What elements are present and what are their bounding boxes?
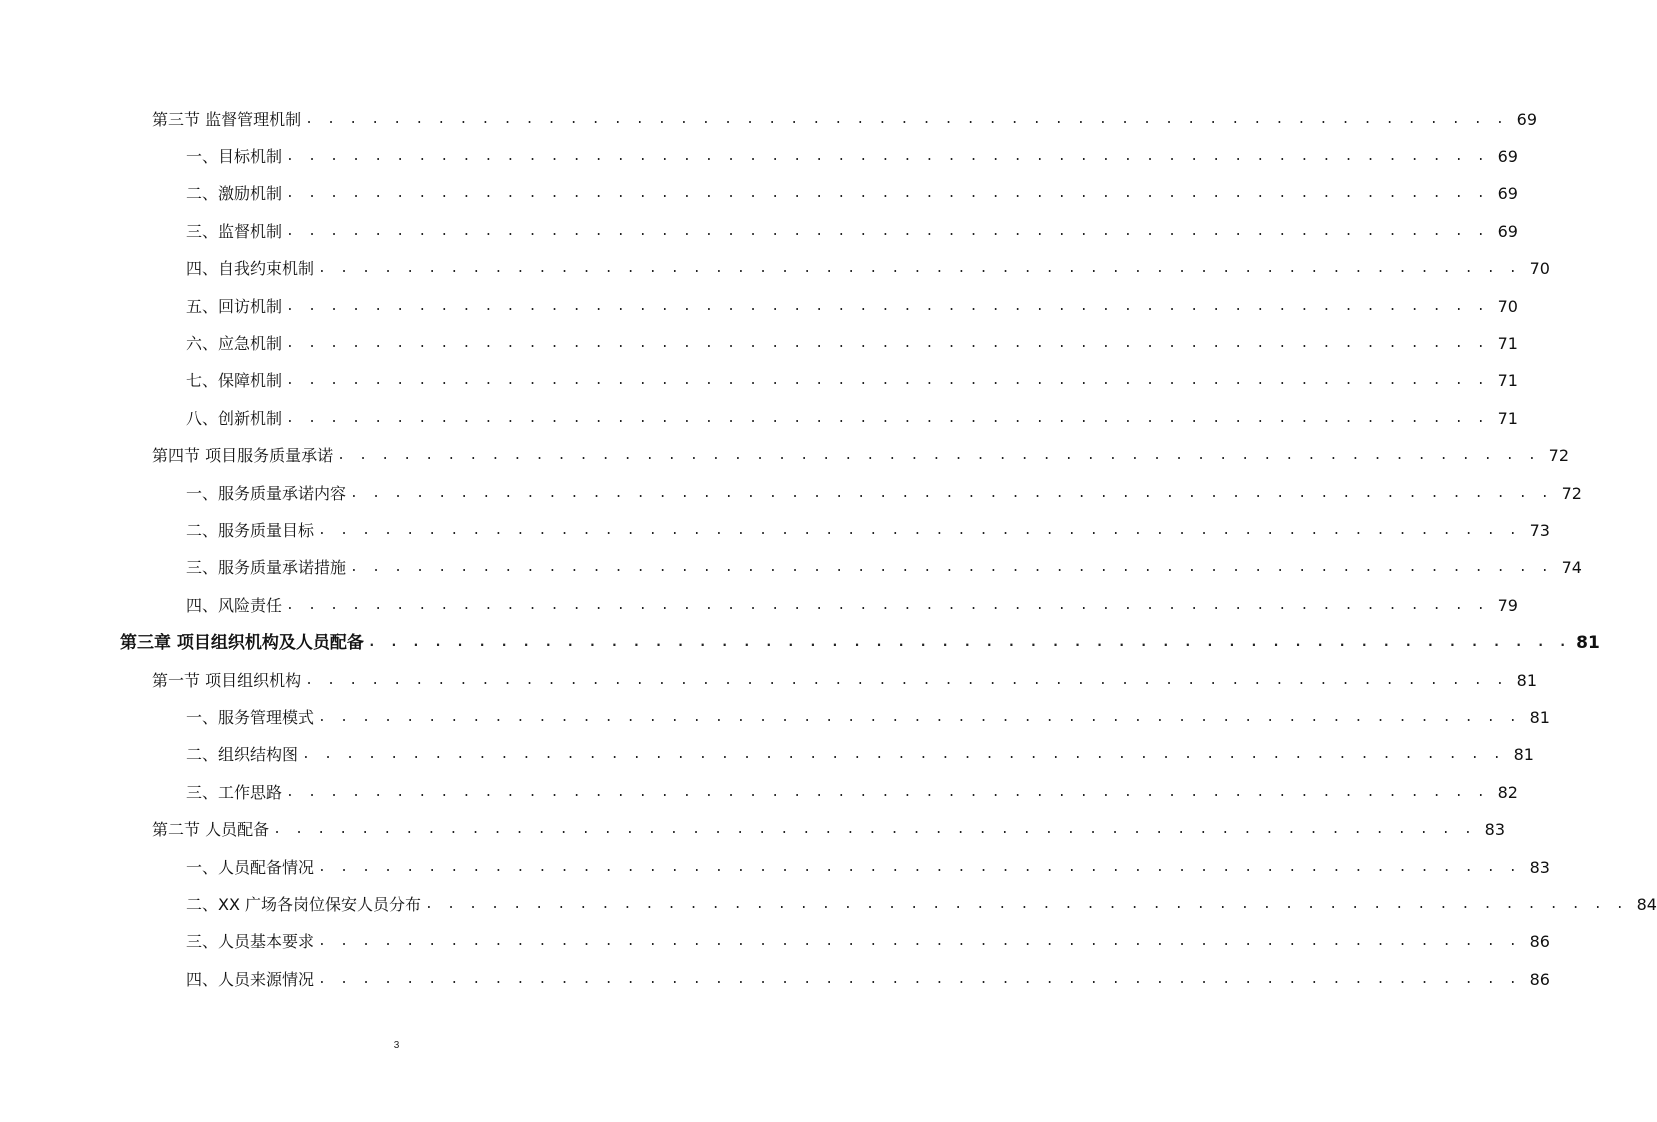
toc-entry-title: 八、创新机制 (186, 408, 283, 428)
toc-entry-title: 二、组织结构图 (186, 745, 299, 765)
toc-dot-leader: . . . . . . . . . . . . . . . . . . . . . . . . . . . . . . . . . . . . . . . . . . . . . . . . . . . . . . . (286, 784, 1488, 800)
toc-entry-title: 第三章 项目组织机构及人员配备 (120, 633, 364, 654)
toc-entry-page-number: 70 (1497, 296, 1518, 316)
toc-entry-title: 第一节 项目组织机构 (152, 670, 302, 690)
toc-dot-leader: . . . . . . . . . . . . . . . . . . . . . . . . . . . . . . . . . . . . . . . . . . . . . . . . . . . . . . . (286, 223, 1488, 239)
toc-dot-leader: . . . . . . . . . . . . . . . . . . . . . . . . . . . . . . . . . . . . . . . . . . . . . . . . . . . . . . . (350, 485, 1552, 501)
toc-entry-page-number: 72 (1548, 446, 1569, 466)
toc-subsection-entry[interactable] (0, 251, 1550, 288)
toc-entry-page-number: 81 (1516, 670, 1537, 690)
toc-entry-page-number: 72 (1561, 483, 1582, 503)
toc-dot-leader: . . . . . . . . . . . . . . . . . . . . . . . . . . . . . . . . . . . . . . . . . . . . . . . . . . . . . . . (425, 896, 1627, 912)
toc-subsection-entry[interactable] (0, 737, 1534, 774)
toc-entry-title: 第二节 人员配备 (152, 820, 270, 840)
toc-subsection-entry[interactable] (0, 288, 1518, 325)
toc-entry-page-number: 81 (1529, 707, 1550, 727)
toc-entry-page-number: 73 (1529, 520, 1550, 540)
toc-subsection-entry[interactable] (0, 213, 1518, 250)
toc-entry-title: 第四节 项目服务质量承诺 (152, 446, 334, 466)
toc-subsection-entry[interactable] (0, 138, 1518, 175)
toc-entry-title: 一、目标机制 (186, 147, 283, 167)
toc-entry-page-number: 86 (1529, 969, 1550, 989)
toc-subsection-entry[interactable] (0, 849, 1550, 886)
toc-entry-page-number: 71 (1497, 334, 1518, 354)
toc-entry-title: 二、服务质量目标 (186, 520, 315, 540)
toc-entry-page-number: 84 (1636, 894, 1657, 914)
toc-dot-leader: . . . . . . . . . . . . . . . . . . . . . . . . . . . . . . . . . . . . . . . . . . . . . . . . . . . . . . . (318, 934, 1520, 950)
toc-entry-title: 三、工作思路 (186, 782, 283, 802)
toc-chapter-entry[interactable] (0, 624, 1600, 661)
table-of-contents (0, 101, 1657, 998)
toc-subsection-entry[interactable] (0, 400, 1518, 437)
toc-entry-page-number: 83 (1529, 857, 1550, 877)
toc-entry-title: 二、XX 广场各岗位保安人员分布 (186, 894, 422, 914)
toc-dot-leader: . . . . . . . . . . . . . . . . . . . . . . . . . . . . . . . . . . . . . . . . . . . . . . . . . . . . . . . (318, 522, 1520, 538)
toc-entry-page-number: 70 (1529, 259, 1550, 279)
toc-dot-leader: . . . . . . . . . . . . . . . . . . . . . . . . . . . . . . . . . . . . . . . . . . . . . . . . . . . . . . . (273, 822, 1475, 838)
toc-dot-leader: . . . . . . . . . . . . . . . . . . . . . . . . . . . . . . . . . . . . . . . . . . . . . . . . . . . . . . . (286, 597, 1488, 613)
toc-entry-page-number: 74 (1561, 558, 1582, 578)
toc-subsection-entry[interactable] (0, 550, 1582, 587)
toc-subsection-entry[interactable] (0, 924, 1550, 961)
toc-entry-page-number: 69 (1497, 147, 1518, 167)
toc-entry-title: 三、人员基本要求 (186, 932, 315, 952)
toc-entry-title: 三、服务质量承诺措施 (186, 558, 347, 578)
toc-entry-title: 一、服务质量承诺内容 (186, 483, 347, 503)
toc-subsection-entry[interactable] (0, 587, 1518, 624)
toc-entry-title: 四、风险责任 (186, 595, 283, 615)
toc-entry-page-number: 71 (1497, 371, 1518, 391)
toc-dot-leader: . . . . . . . . . . . . . . . . . . . . . . . . . . . . . . . . . . . . . . . . . . . . . . . . . . . . . . . (367, 635, 1570, 651)
toc-subsection-entry[interactable] (0, 363, 1518, 400)
toc-entry-title: 七、保障机制 (186, 371, 283, 391)
toc-dot-leader: . . . . . . . . . . . . . . . . . . . . . . . . . . . . . . . . . . . . . . . . . . . . . . . . . . . . . . . (286, 149, 1488, 165)
toc-entry-title: 第三节 监督管理机制 (152, 109, 302, 129)
toc-subsection-entry[interactable] (0, 961, 1550, 998)
toc-entry-title: 二、激励机制 (186, 184, 283, 204)
toc-subsection-entry[interactable] (0, 475, 1582, 512)
toc-dot-leader: . . . . . . . . . . . . . . . . . . . . . . . . . . . . . . . . . . . . . . . . . . . . . . . . . . . . . . . (337, 448, 1539, 464)
toc-entry-title: 四、人员来源情况 (186, 969, 315, 989)
toc-entry-page-number: 69 (1497, 184, 1518, 204)
toc-entry-page-number: 83 (1484, 820, 1505, 840)
toc-dot-leader: . . . . . . . . . . . . . . . . . . . . . . . . . . . . . . . . . . . . . . . . . . . . . . . . . . . . . . . (318, 971, 1520, 987)
toc-dot-leader: . . . . . . . . . . . . . . . . . . . . . . . . . . . . . . . . . . . . . . . . . . . . . . . . . . . . . . . (305, 111, 1507, 127)
toc-dot-leader: . . . . . . . . . . . . . . . . . . . . . . . . . . . . . . . . . . . . . . . . . . . . . . . . . . . . . . . (286, 373, 1488, 389)
toc-entry-page-number: 81 (1576, 633, 1600, 654)
toc-subsection-entry[interactable] (0, 774, 1518, 811)
toc-entry-page-number: 81 (1513, 745, 1534, 765)
toc-entry-page-number: 79 (1497, 595, 1518, 615)
toc-entry-title: 一、人员配备情况 (186, 857, 315, 877)
toc-dot-leader: . . . . . . . . . . . . . . . . . . . . . . . . . . . . . . . . . . . . . . . . . . . . . . . . . . . . . . . (305, 672, 1507, 688)
toc-entry-title: 五、回访机制 (186, 296, 283, 316)
toc-entry-page-number: 82 (1497, 782, 1518, 802)
toc-dot-leader: . . . . . . . . . . . . . . . . . . . . . . . . . . . . . . . . . . . . . . . . . . . . . . . . . . . . . . . (350, 560, 1552, 576)
toc-dot-leader: . . . . . . . . . . . . . . . . . . . . . . . . . . . . . . . . . . . . . . . . . . . . . . . . . . . . . . . (318, 709, 1520, 725)
toc-section-entry[interactable] (0, 101, 1537, 138)
toc-subsection-entry[interactable] (0, 512, 1550, 549)
toc-dot-leader: . . . . . . . . . . . . . . . . . . . . . . . . . . . . . . . . . . . . . . . . . . . . . . . . . . . . . . . (286, 298, 1488, 314)
toc-dot-leader: . . . . . . . . . . . . . . . . . . . . . . . . . . . . . . . . . . . . . . . . . . . . . . . . . . . . . . . (286, 336, 1488, 352)
toc-dot-leader: . . . . . . . . . . . . . . . . . . . . . . . . . . . . . . . . . . . . . . . . . . . . . . . . . . . . . . . (286, 410, 1488, 426)
toc-subsection-entry[interactable] (0, 699, 1550, 736)
toc-entry-page-number: 86 (1529, 932, 1550, 952)
toc-entry-title: 四、自我约束机制 (186, 259, 315, 279)
toc-dot-leader: . . . . . . . . . . . . . . . . . . . . . . . . . . . . . . . . . . . . . . . . . . . . . . . . . . . . . . . (302, 747, 1504, 763)
toc-dot-leader: . . . . . . . . . . . . . . . . . . . . . . . . . . . . . . . . . . . . . . . . . . . . . . . . . . . . . . . (286, 186, 1488, 202)
toc-entry-page-number: 69 (1516, 109, 1537, 129)
toc-entry-title: 三、监督机制 (186, 221, 283, 241)
toc-entry-page-number: 71 (1497, 408, 1518, 428)
toc-section-entry[interactable] (0, 662, 1537, 699)
toc-subsection-entry[interactable] (0, 886, 1657, 923)
toc-entry-title: 六、应急机制 (186, 334, 283, 354)
toc-dot-leader: . . . . . . . . . . . . . . . . . . . . . . . . . . . . . . . . . . . . . . . . . . . . . . . . . . . . . . . (318, 261, 1520, 277)
toc-entry-title: 一、服务管理模式 (186, 707, 315, 727)
toc-subsection-entry[interactable] (0, 176, 1518, 213)
toc-entry-page-number: 69 (1497, 221, 1518, 241)
toc-subsection-entry[interactable] (0, 325, 1518, 362)
toc-dot-leader: . . . . . . . . . . . . . . . . . . . . . . . . . . . . . . . . . . . . . . . . . . . . . . . . . . . . . . . (318, 859, 1520, 875)
toc-section-entry[interactable] (0, 438, 1569, 475)
page-number: 3 (393, 1040, 400, 1051)
toc-section-entry[interactable] (0, 811, 1505, 848)
